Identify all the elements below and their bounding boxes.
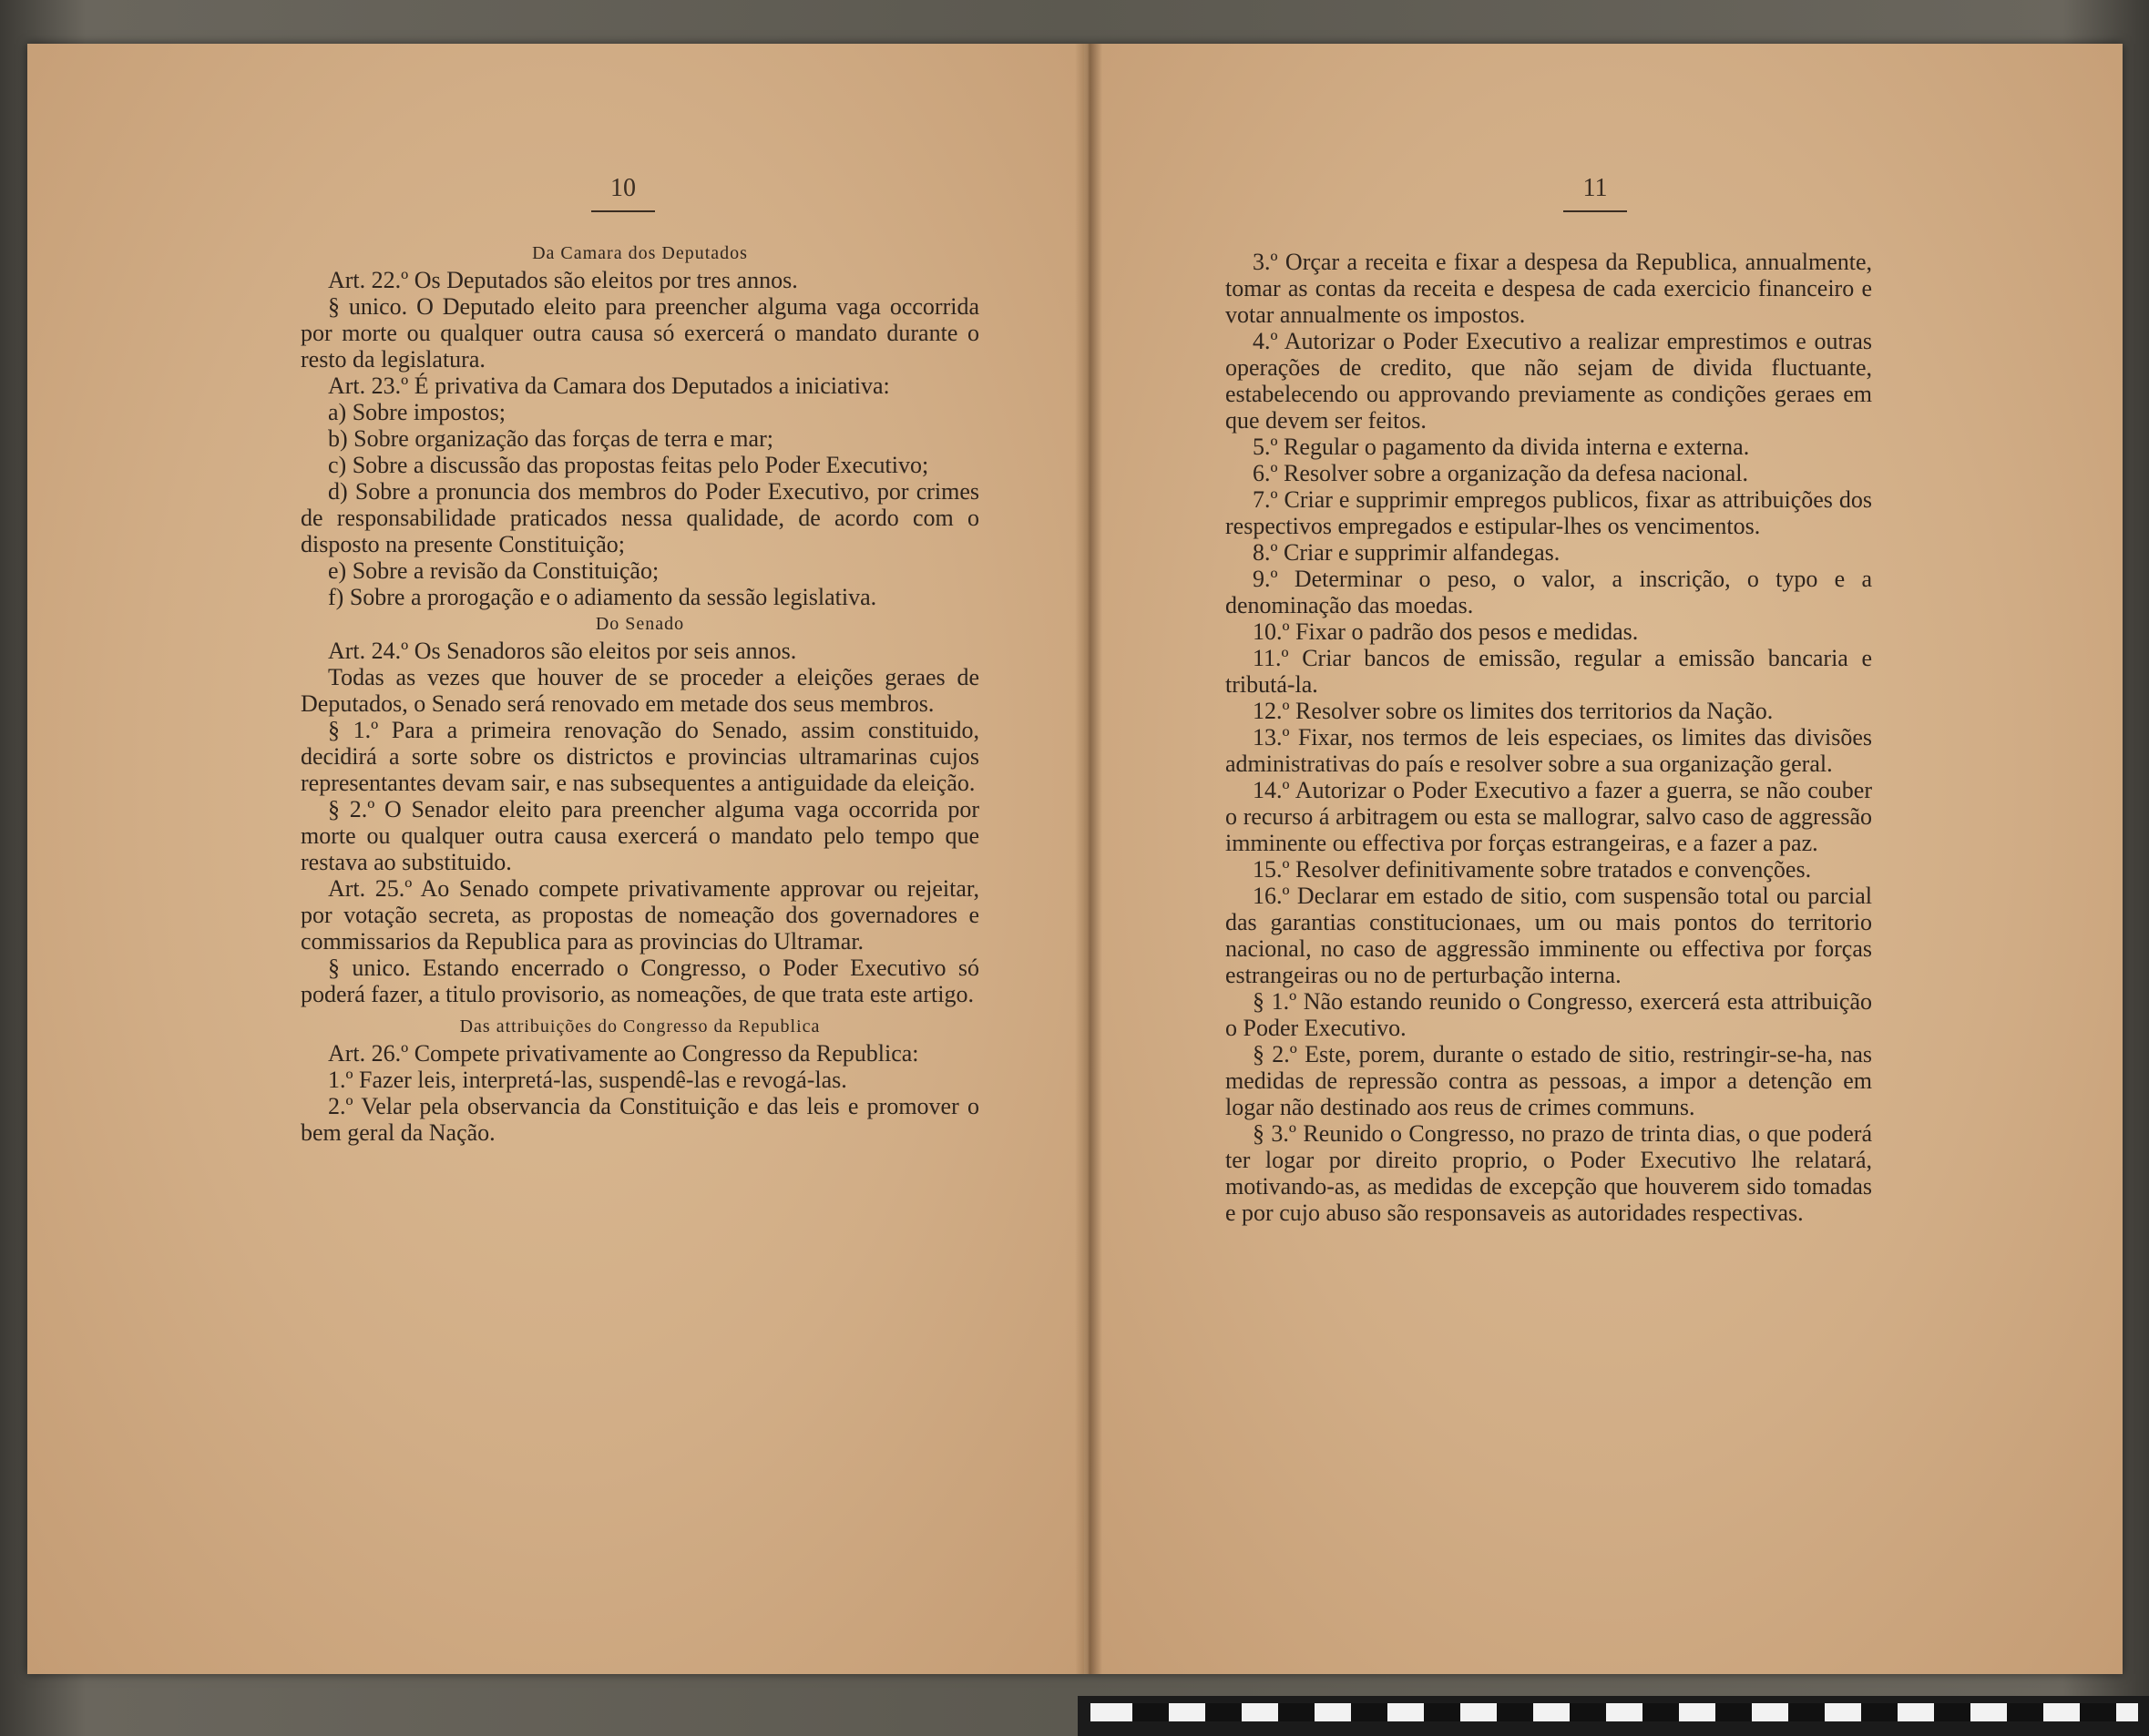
paragraph: 6.º Resolver sobre a organização da defesa nacional. xyxy=(1253,460,1748,486)
paragraph: § unico. O Deputado eleito para preencher alguma vaga occorrida por morte ou qualquer outra causa só exercerá o mandato durante o resto da legislatura. xyxy=(301,293,979,373)
paragraph: c) Sobre a discussão das propostas feitas pelo Poder Executivo; xyxy=(328,452,929,478)
paragraph: § 1.º Para a primeira renovação do Senado, assim constituido, decidirá a sorte sobre os districtos e provincias ultramarinas cujos representantes devam sair, e nas subsequentes a antiguidade da eleição. xyxy=(301,717,979,796)
ruler-segment xyxy=(1642,1703,1679,1721)
paragraph: 5.º Regular o pagamento da divida interna e externa. xyxy=(1253,434,1750,460)
section-heading-camara: Da Camara dos Deputados xyxy=(532,243,748,263)
paragraph: Todas as vezes que houver de se proceder a eleições geraes de Deputados, o Senado será renovado em metade dos seus membros. xyxy=(301,664,979,717)
paragraph: 16.º Declarar em estado de sitio, com suspensão total ou parcial das garantias constitucionaes, um ou mais pontos do territorio nacional, no caso de aggressão imminente ou effectiva por forças estrangeiras ou no de perturbação interna. xyxy=(1225,883,1872,988)
paragraph: f) Sobre a prorogação e o adiamento da sessão legislativa. xyxy=(328,584,877,610)
paragraph: § unico. Estando encerrado o Congresso, o Poder Executivo só poderá fazer, a titulo provisorio, as nomeações, de que trata este artigo. xyxy=(301,955,979,1007)
section-heading-attribuicoes: Das attribuições do Congresso da Republica xyxy=(459,1016,821,1036)
ruler-segment xyxy=(1351,1703,1387,1721)
paragraph: 13.º Fixar, nos termos de leis especiaes, os limites das divisões administrativas do país e resolver sobre a sua organização geral. xyxy=(1225,724,1872,777)
ruler-segment xyxy=(2007,1703,2043,1721)
paragraph: 8.º Criar e supprimir alfandegas. xyxy=(1253,539,1561,566)
ruler-segment xyxy=(1715,1703,1752,1721)
paragraph: b) Sobre organização das forças de terra e mar; xyxy=(328,425,773,452)
ruler-segment xyxy=(1934,1703,1970,1721)
left-page xyxy=(27,44,1084,1674)
paragraph: Art. 26.º Compete privativamente ao Congresso da Republica: xyxy=(328,1040,919,1067)
paragraph: 3.º Orçar a receita e fixar a despesa da Republica, annualmente, tomar as contas da receita e despesa de cada exercicio financeiro e votar annualmente os impostos. xyxy=(1225,249,1872,328)
paragraph: d) Sobre a pronuncia dos membros do Poder Executivo, por crimes de responsabilidade praticados nessa qualidade, de acordo com o disposto na presente Constituição; xyxy=(301,478,979,557)
ruler-segment xyxy=(1132,1703,1169,1721)
paragraph: Art. 23.º É privativa da Camara dos Deputados a iniciativa: xyxy=(328,373,890,399)
book-gutter xyxy=(1075,44,1102,1674)
section-heading-senado: Do Senado xyxy=(595,614,685,634)
paragraph: § 2.º O Senador eleito para preencher alguma vaga occorrida por morte ou qualquer outra causa exercerá o mandato pelo tempo que restava ao substituido. xyxy=(301,796,979,875)
ruler-segment xyxy=(1497,1703,1533,1721)
page-number-left: 10 xyxy=(578,174,669,212)
paragraph: 4.º Autorizar o Poder Executivo a realizar emprestimos e outras operações de credito, que não sejam de divida fluctuante, estabelecendo ou approvando previamente as condições geraes em que devem ser feitos. xyxy=(1225,328,1872,434)
paragraph: § 1.º Não estando reunido o Congresso, exercerá esta attribuição o Poder Executivo. xyxy=(1225,988,1872,1041)
paragraph: Art. 22.º Os Deputados são eleitos por tres annos. xyxy=(328,267,798,293)
scale-ruler xyxy=(1078,1696,2149,1736)
right-page xyxy=(1089,44,2123,1674)
paragraph: § 3.º Reunido o Congresso, no prazo de trinta dias, o que poderá ter logar por direito proprio, o Poder Executivo lhe relatará, motivando-as, as medidas de excepção que houverem sido tomadas e por cujo abuso são responsaveis as autoridades respectivas. xyxy=(1225,1120,1872,1226)
paragraph: Art. 25.º Ao Senado compete privativamente approvar ou rejeitar, por votação secreta, as propostas de nomeação dos governadores e commissarios da Republica para as provincias do Ultramar. xyxy=(301,875,979,955)
paragraph: 9.º Determinar o peso, o valor, a inscrição, o typo e a denominação das moedas. xyxy=(1225,566,1872,618)
paragraph: 7.º Criar e supprimir empregos publicos, fixar as attribuições dos respectivos empregados e estipular-lhes os vencimentos. xyxy=(1225,486,1872,539)
ruler-segment xyxy=(1788,1703,1825,1721)
paragraph: Art. 24.º Os Senadoros são eleitos por seis annos. xyxy=(328,638,797,664)
ruler-segment xyxy=(1205,1703,1242,1721)
paragraph: e) Sobre a revisão da Constituição; xyxy=(328,557,660,584)
ruler-segment xyxy=(1278,1703,1315,1721)
ruler-segment xyxy=(2080,1703,2116,1721)
open-booklet xyxy=(27,44,2123,1674)
paragraph: 11.º Criar bancos de emissão, regular a emissão bancaria e tributá-la. xyxy=(1225,645,1872,698)
ruler-scale-band xyxy=(1090,1703,2138,1721)
ruler-segment xyxy=(1861,1703,1898,1721)
page-number-right: 11 xyxy=(1550,174,1641,212)
paragraph: 2.º Velar pela observancia da Constituição e das leis e promover o bem geral da Nação. xyxy=(301,1093,979,1146)
paragraph: 12.º Resolver sobre os limites dos territorios da Nação. xyxy=(1253,698,1774,724)
paragraph: 15.º Resolver definitivamente sobre tratados e convenções. xyxy=(1253,856,1812,883)
ruler-segment xyxy=(1570,1703,1606,1721)
right-page-text xyxy=(1225,249,1872,1226)
paragraph: 10.º Fixar o padrão dos pesos e medidas. xyxy=(1253,618,1639,645)
left-page-text xyxy=(301,240,979,1146)
ruler-segment xyxy=(1424,1703,1460,1721)
paragraph: 14.º Autorizar o Poder Executivo a fazer a guerra, se não couber o recurso á arbitragem ou esta se mallograr, salvo caso de aggressão imminente ou effectiva por forças estrangeiras, e a fazer a paz. xyxy=(1225,777,1872,856)
paragraph: § 2.º Este, porem, durante o estado de sitio, restringir-se-ha, nas medidas de repressão contra as pessoas, a impor a detenção em logar não destinado aos reus de crimes communs. xyxy=(1225,1041,1872,1120)
paragraph: a) Sobre impostos; xyxy=(328,399,506,425)
paragraph: 1.º Fazer leis, interpretá-las, suspendê-las e revogá-las. xyxy=(328,1067,847,1093)
